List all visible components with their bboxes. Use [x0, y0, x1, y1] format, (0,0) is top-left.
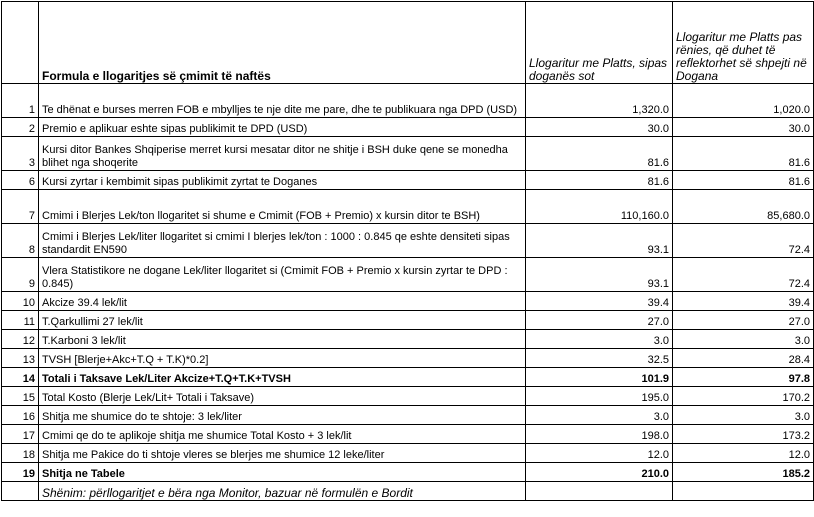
- value-after-drop: 28.4: [673, 349, 814, 368]
- value-after-drop: 81.6: [673, 137, 814, 171]
- value-after-drop: 27.0: [673, 311, 814, 330]
- table-row: [2, 349, 814, 368]
- row-description: Total Kosto (Blerje Lek/Lit+ Totali i Taksave): [39, 387, 526, 406]
- value-after-drop: 39.4: [673, 292, 814, 311]
- note-num-cell: [2, 482, 39, 501]
- row-number: 13: [2, 349, 39, 368]
- row-number: 10: [2, 292, 39, 311]
- table-row: [2, 224, 814, 258]
- value-current: 3.0: [526, 406, 673, 425]
- value-current: 3.0: [526, 330, 673, 349]
- value-after-drop: 3.0: [673, 330, 814, 349]
- row-description: Cmimi qe do te aplikoje shitja me shumice Total Kosto + 3 lek/lit: [39, 425, 526, 444]
- row-number: 16: [2, 406, 39, 425]
- value-after-drop: 3.0: [673, 406, 814, 425]
- table-row: [2, 311, 814, 330]
- row-number: 6: [2, 171, 39, 190]
- table-row: [2, 171, 814, 190]
- value-current: 210.0: [526, 463, 673, 482]
- value-after-drop: 170.2: [673, 387, 814, 406]
- row-description: TVSH [Blerje+Akc+T.Q + T.K)*0.2]: [39, 349, 526, 368]
- value-current: 93.1: [526, 224, 673, 258]
- table-row: [2, 368, 814, 387]
- value-after-drop: 185.2: [673, 463, 814, 482]
- value-current: 27.0: [526, 311, 673, 330]
- table-row: [2, 387, 814, 406]
- value-after-drop: 1,020.0: [673, 84, 814, 118]
- value-current: 93.1: [526, 258, 673, 292]
- row-number: 9: [2, 258, 39, 292]
- table-row: [2, 258, 814, 292]
- value-current: 39.4: [526, 292, 673, 311]
- value-after-drop: 173.2: [673, 425, 814, 444]
- value-after-drop: 97.8: [673, 368, 814, 387]
- row-description: Shitja ne Tabele: [39, 463, 526, 482]
- value-current: 30.0: [526, 118, 673, 137]
- table-row: [2, 118, 814, 137]
- value-current: 195.0: [526, 387, 673, 406]
- row-description: Cmimi i Blerjes Lek/liter llogaritet si cmimi I blerjes lek/ton : 1000 : 0.845 qe eshte densiteti sipas standardit EN590: [39, 224, 526, 258]
- value-current: 110,160.0: [526, 190, 673, 224]
- table-row: [2, 84, 814, 118]
- value-after-drop: 81.6: [673, 171, 814, 190]
- row-description: Vlera Statistikore ne dogane Lek/liter llogaritet si (Cmimit FOB + Premio x kursin zyrtar te DPD : 0.845): [39, 258, 526, 292]
- note-blank-after: [673, 482, 814, 501]
- row-description: Shitja me shumice do te shtoje: 3 lek/liter: [39, 406, 526, 425]
- formula-title: Formula e llogaritjes së çmimit të naftës: [39, 2, 526, 84]
- value-current: 12.0: [526, 444, 673, 463]
- fuel-price-table: [1, 1, 814, 501]
- value-current: 1,320.0: [526, 84, 673, 118]
- note-row: [2, 482, 814, 501]
- row-description: Kursi ditor Bankes Shqiperise merret kursi mesatar ditor ne shitje i BSH duke qene se monedha blihet nga shoqerite: [39, 137, 526, 171]
- table-row: [2, 292, 814, 311]
- value-after-drop: 30.0: [673, 118, 814, 137]
- row-description: Shitja me Pakice do ti shtoje vleres se blerjes me shumice 12 leke/liter: [39, 444, 526, 463]
- table-row: [2, 137, 814, 171]
- header-row: [2, 2, 814, 84]
- value-after-drop: 85,680.0: [673, 190, 814, 224]
- value-current: 198.0: [526, 425, 673, 444]
- row-number: 17: [2, 425, 39, 444]
- row-number: 14: [2, 368, 39, 387]
- value-current: 81.6: [526, 171, 673, 190]
- row-description: Premio e aplikuar eshte sipas publikimit te DPD (USD): [39, 118, 526, 137]
- row-description: Te dhënat e burses merren FOB e mbylljes te nje dite me pare, dhe te publikuara nga DPD (USD): [39, 84, 526, 118]
- row-description: Kursi zyrtar i kembimit sipas publikimit zyrtat te Doganes: [39, 171, 526, 190]
- footnote: Shënim: përllogaritjet e bëra nga Monitor, bazuar në formulën e Bordit: [39, 482, 526, 501]
- column-header-after-drop: Llogaritur me Platts pas rënies, që duhet të reflektorhet së shpejti në Dogana: [673, 2, 814, 84]
- row-description: T.Karboni 3 lek/lit: [39, 330, 526, 349]
- value-current: 101.9: [526, 368, 673, 387]
- column-header-current: Llogaritur me Platts, sipas doganës sot: [526, 2, 673, 84]
- row-number: 8: [2, 224, 39, 258]
- row-number: 2: [2, 118, 39, 137]
- row-number: 19: [2, 463, 39, 482]
- table-row: [2, 190, 814, 224]
- row-number: 15: [2, 387, 39, 406]
- row-number: 12: [2, 330, 39, 349]
- row-description: Cmimi i Blerjes Lek/ton llogaritet si shume e Cmimit (FOB + Premio) x kursin ditor te BSH): [39, 190, 526, 224]
- row-description: T.Qarkullimi 27 lek/lit: [39, 311, 526, 330]
- table-row: [2, 425, 814, 444]
- row-number: 1: [2, 84, 39, 118]
- value-current: 81.6: [526, 137, 673, 171]
- note-blank-current: [526, 482, 673, 501]
- value-after-drop: 12.0: [673, 444, 814, 463]
- value-after-drop: 72.4: [673, 224, 814, 258]
- row-number: 3: [2, 137, 39, 171]
- row-number: 18: [2, 444, 39, 463]
- value-current: 32.5: [526, 349, 673, 368]
- table-row: [2, 444, 814, 463]
- row-number: 7: [2, 190, 39, 224]
- row-number: 11: [2, 311, 39, 330]
- table-row: [2, 406, 814, 425]
- header-num-cell: [2, 2, 39, 84]
- value-after-drop: 72.4: [673, 258, 814, 292]
- table-row: [2, 463, 814, 482]
- row-description: Totali i Taksave Lek/Liter Akcize+T.Q+T.K+TVSH: [39, 368, 526, 387]
- table-row: [2, 330, 814, 349]
- row-description: Akcize 39.4 lek/lit: [39, 292, 526, 311]
